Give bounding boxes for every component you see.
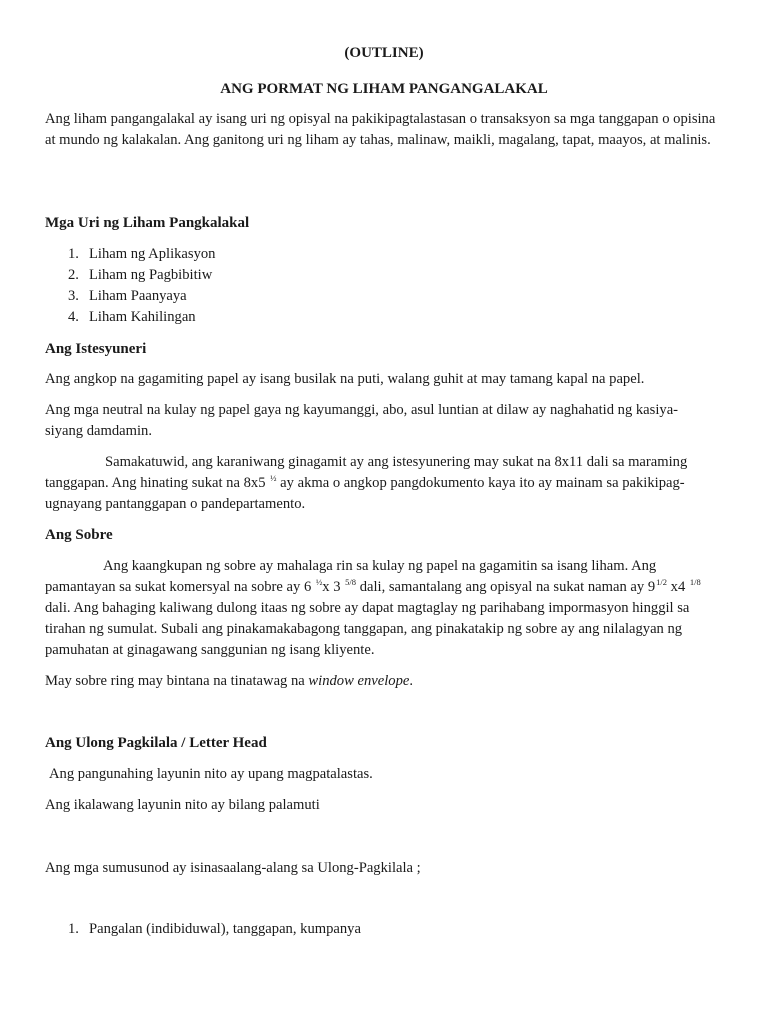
list-item-label: Pangalan (indibiduwal), tanggapan, kumpanya [89,921,361,937]
sobre-paragraph-1-text-a: Ang kaangkupan ng sobre ay mahalaga rin sa kulay ng papel na gagamitin sa isang liham. Ang pamantayan sa sukat komersyal na sobre ay 6 [45,558,657,595]
list-number: 4. [68,309,79,325]
istesyuneri-paragraph-3 [45,452,705,515]
outline-label: (OUTLINE) [344,45,424,61]
sobre-paragraph-2-text-b: . [409,673,413,689]
sobre-heading: Ang Sobre [45,527,113,543]
fraction-superscript: ½ [315,577,323,587]
list-item-label: Liham Paanyaya [89,288,187,304]
window-envelope-term: window envelope [308,673,410,689]
sobre-paragraph-2-text-a: May sobre ring may bintana na tinatawag na [45,673,309,689]
types-list [45,244,215,328]
list-item-label: Liham ng Aplikasyon [89,246,216,262]
istesyuneri-paragraph-2: Ang mga neutral na kulay ng papel gaya ng kayumanggi, abo, asul luntian at dilaw ay naghahatid ng kasiya-siyang damdamin. [45,402,679,439]
list-number: 1. [68,921,79,937]
letterhead-heading: Ang Ulong Pagkilala / Letter Head [45,735,267,751]
sobre-paragraph-1-text-c: dali, samantalang ang opisyal na sukat naman ay 9 [356,579,656,595]
sobre-paragraph-1 [45,556,725,661]
letterhead-list [45,919,361,940]
letterhead-paragraph-2: Ang ikalawang layunin nito ay bilang palamuti [45,797,320,813]
intro-paragraph: Ang liham pangangalakal ay isang uri ng opisyal na pakikipagtalastasan o transaksyon sa mga tanggapan o opisina at mundo ng kalakalan. Ang ganitong uri ng liham ay tahas, malinaw, maikli, magalang, tapat, maayos, at malinis. [45,111,716,148]
list-item [45,307,215,328]
fraction-superscript: 1/8 [689,577,701,587]
list-item-label: Liham ng Pagbibitiw [89,267,213,283]
list-item [45,244,215,265]
list-item-label: Liham Kahilingan [89,309,196,325]
list-item [45,265,215,286]
list-number: 3. [68,288,79,304]
list-item [45,286,215,307]
istesyuneri-paragraph-3-text-b: ay akma o angkop pangdokumento kaya ito ay mainam sa pakikipag-ugnayang pantanggapan o pandepartamento. [45,475,685,512]
fraction-superscript: ½ [270,473,277,483]
sobre-paragraph-1-text-d: x4 [667,579,689,595]
types-heading: Mga Uri ng Liham Pangkalakal [45,215,250,231]
sobre-paragraph-1-text-b: x 3 [322,579,345,595]
document-title: ANG PORMAT NG LIHAM PANGANGALAKAL [220,81,548,97]
letterhead-paragraph-1: Ang pangunahing layunin nito ay upang magpatalastas. [49,766,373,782]
fraction-superscript: 1/2 [656,577,668,587]
list-number: 1. [68,246,79,262]
istesyuneri-paragraph-1: Ang angkop na gagamiting papel ay isang busilak na puti, walang guhit at may tamang kapal na papel. [45,371,645,387]
list-item [45,919,361,940]
istesyuneri-paragraph-3-text-a: Samakatuwid, ang karaniwang ginagamit ay ang istesyunering may sukat na 8x11 dali sa maraming tanggapan. Ang hinating sukat na 8x5 [45,454,688,491]
fraction-superscript: 5/8 [345,577,357,587]
sobre-paragraph-1-text-e: dali. Ang bahaging kaliwang dulong itaas ng sobre ay dapat magtaglay ng parihabang impormasyon hinggil sa tirahan ng sumulat. Subali ang pinakamakabagong tanggapan, ang pinakatakip ng sobre ay ang nilalagyan ng pamuhatan at ginagawang sanggunian ng isang kliyente. [45,600,690,658]
letterhead-paragraph-3: Ang mga sumusunod ay isinasaalang-alang sa Ulong-Pagkilala ; [45,860,421,876]
list-number: 2. [68,267,79,283]
istesyuneri-heading: Ang Istesyuneri [45,341,147,357]
sobre-paragraph-2 [45,671,735,692]
